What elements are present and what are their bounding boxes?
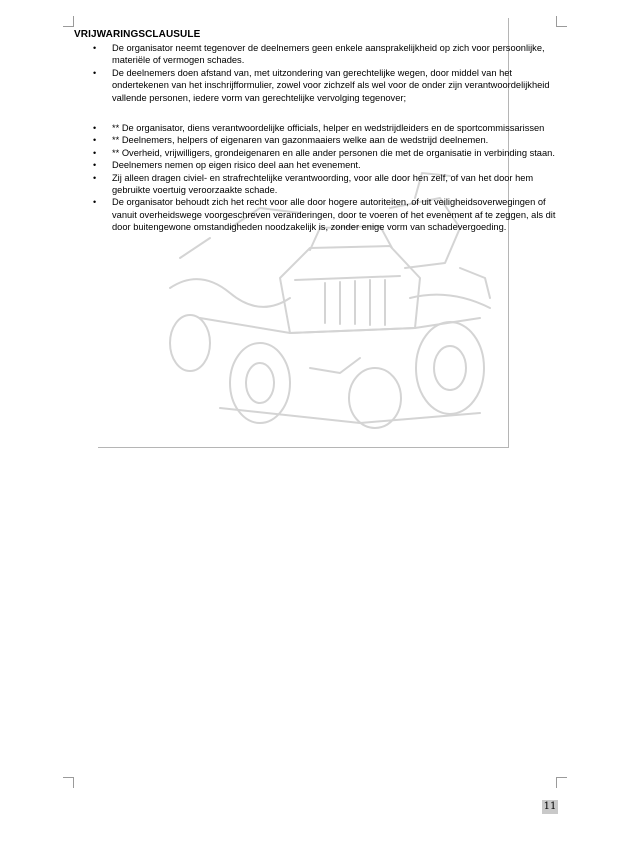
document-heading: VRIJWARINGSCLAUSULE [74,29,201,40]
crop-mark-top-left [63,16,74,27]
crop-mark-bottom-right [556,777,567,788]
crop-mark-top-right [556,16,567,27]
clause-item: • Zij alleen dragen civiel- en strafrechtelijke verantwoording, voor alle door hen zelf, of van het door hem gebruikte voertuig veroorzaakte schade. [74,172,558,197]
page-number: 11 [543,801,557,812]
crop-mark-bottom-left [63,777,74,788]
clause-list [74,42,558,234]
clause-item: • ** De organisator, diens verantwoordelijke officials, helper en wedstrijdleiders en de sportcommissarissen [74,122,558,134]
clause-item: • ** Overheid, vrijwilligers, grondeigenaren en alle ander personen die met de organisatie in verbinding staan. [74,147,558,159]
clause-item: • De deelnemers doen afstand van, met uitzondering van gerechtelijke wegen, door middel van het ondertekenen van het inschrijfformulier, zowel voor zichzelf als wel voor de onder zijn verantwoordelijkheid vallende personen, iedere vorm van gerechtelijke vervolging tegenover; [74,67,558,104]
clause-item: • ** Deelnemers, helpers of eigenaren van gazonmaaiers welke aan de wedstrijd deelnemen. [74,134,558,146]
clause-item: • De organisator behoudt zich het recht voor alle door hogere autoriteiten, of uit veiligheidsoverwegingen of vanuit overheidswege voorgeschreven veranderingen, door te voeren of het evenement af te zeggen, als dit door buitengewone omstandigheden noodzakelijk is, zonder enige vorm van schadevergoeding. [74,196,558,233]
clause-item: • De organisator neemt tegenover de deelnemers geen enkele aansprakelijkheid op zich voor persoonlijke, materiële of vermogen schades. [74,42,558,67]
clause-spacer [74,104,558,122]
clause-item: • Deelnemers nemen op eigen risico deel aan het evenement. [74,159,558,171]
